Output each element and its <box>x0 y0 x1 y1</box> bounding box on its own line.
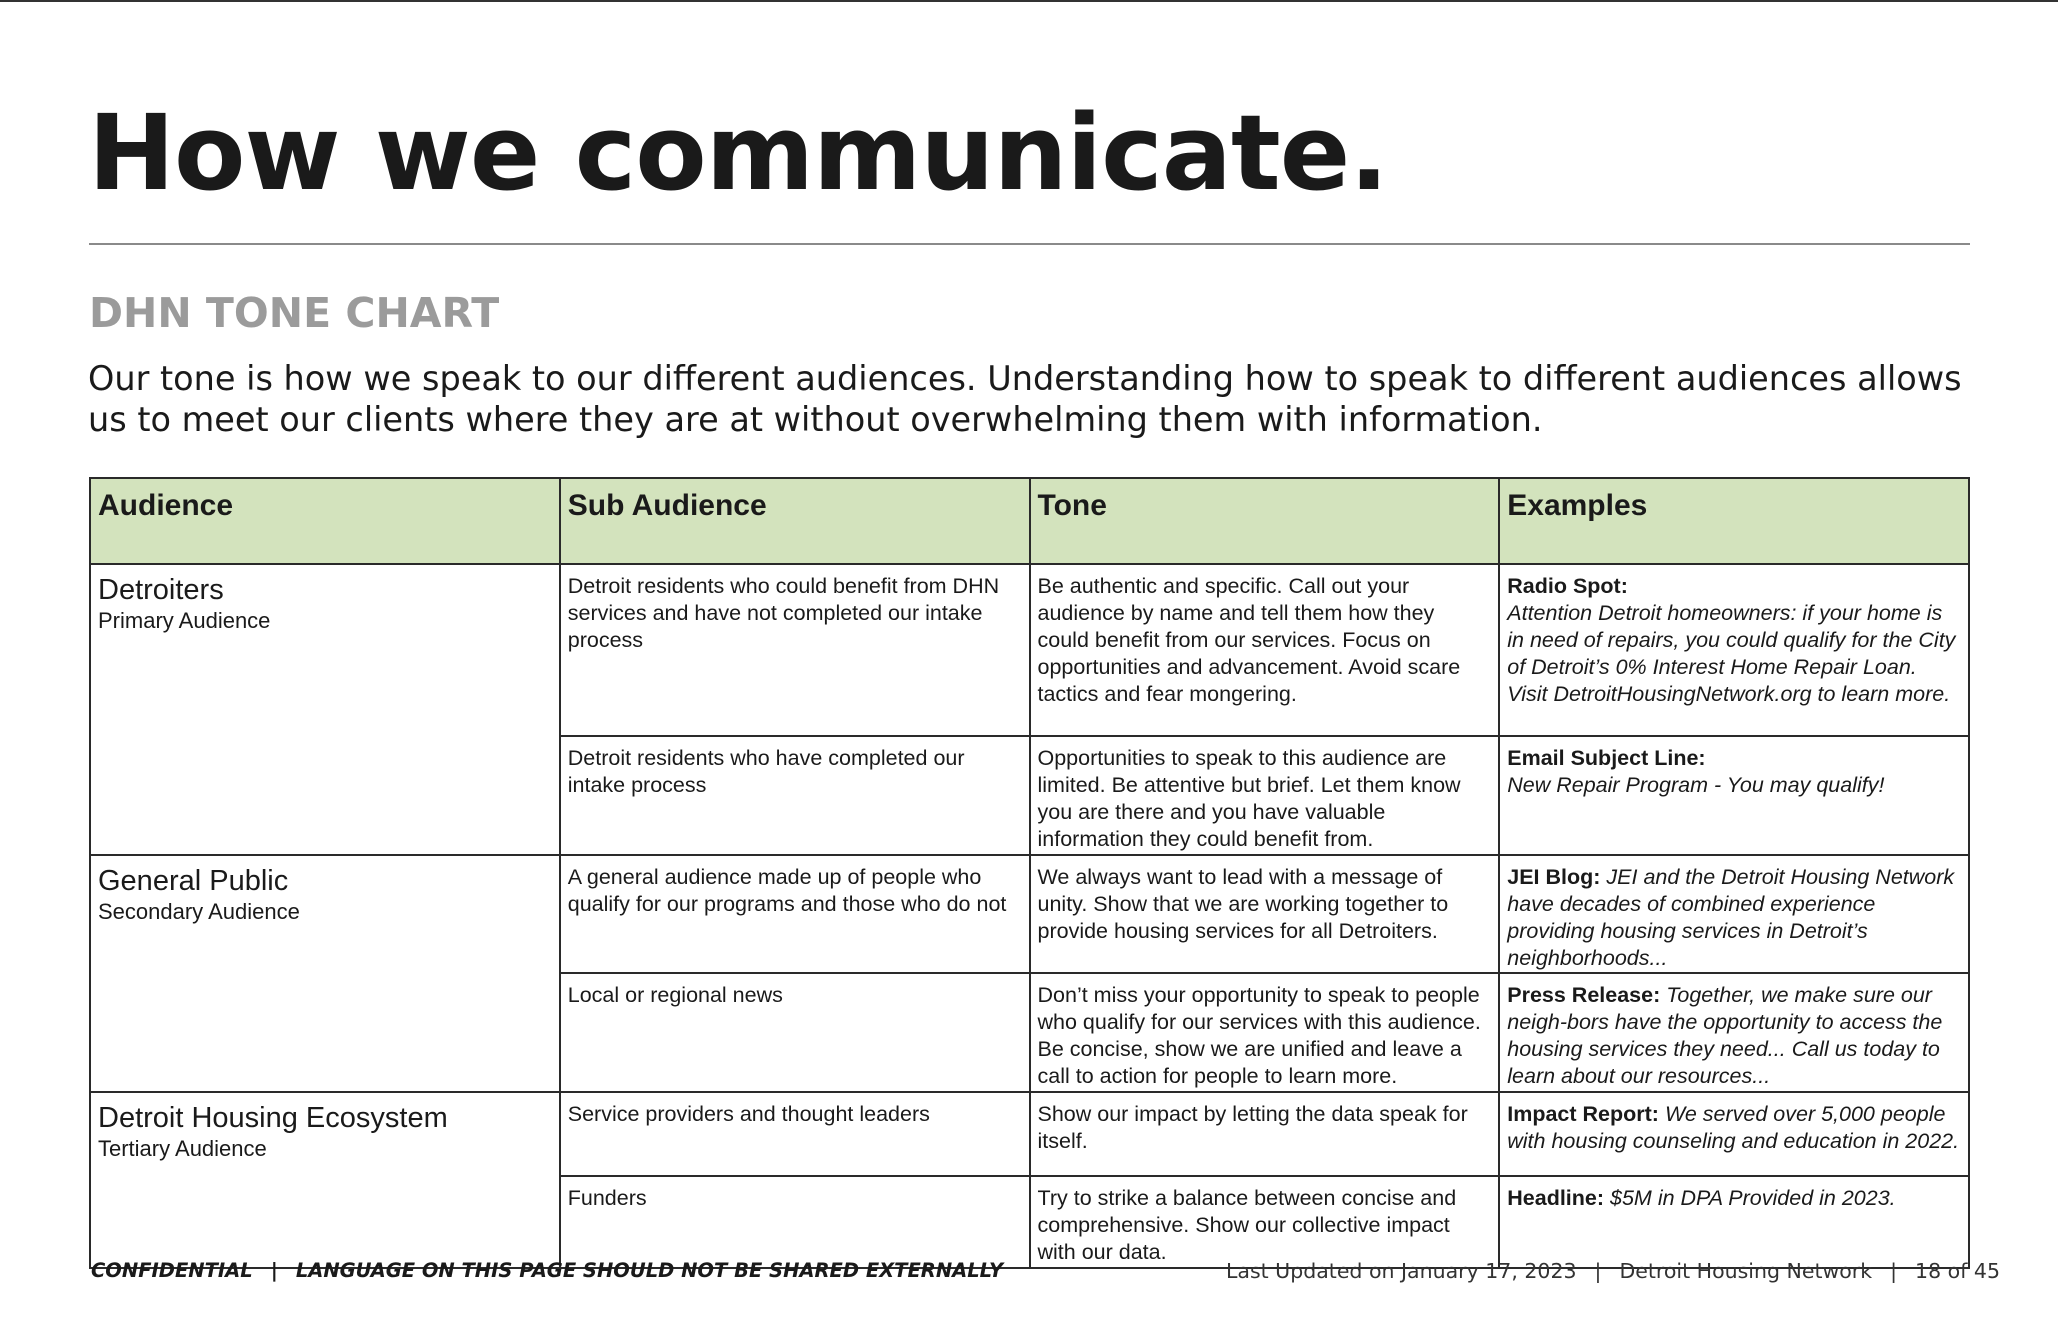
page-number: 18 of 45 <box>1915 1259 2000 1283</box>
section-heading: DHN TONE CHART <box>89 289 500 337</box>
tone-chart-table <box>89 477 1970 1269</box>
audience-level: Secondary Audience <box>98 899 300 924</box>
tone-cell: Try to strike a balance between concise and comprehensive. Show our collective impact with our data. <box>1030 1176 1500 1268</box>
tone-cell: Be authentic and specific. Call out your audience by name and tell them how they could benefit from our services. Focus on opportunities and advancement. Avoid scare tactics and fear mongering. <box>1030 564 1500 736</box>
title-divider <box>89 243 1970 245</box>
footer-separator: | <box>1890 1259 1898 1283</box>
sub-audience-cell: A general audience made up of people who qualify for our programs and those who do not <box>560 855 1030 973</box>
confidential-label: CONFIDENTIAL <box>91 1259 253 1282</box>
tone-cell: Show our impact by letting the data speak for itself. <box>1030 1092 1500 1176</box>
example-text: New Repair Program - You may qualify! <box>1507 773 1885 797</box>
organization-name: Detroit Housing Network <box>1619 1259 1873 1283</box>
example-text: $5M in DPA Provided in 2023. <box>1610 1186 1896 1210</box>
example-label: Radio Spot: <box>1507 574 1628 598</box>
footer-confidential <box>91 1258 1003 1284</box>
tone-cell: We always want to lead with a message of unity. Show that we are working together to provide housing services for all Detroiters. <box>1030 855 1500 973</box>
example-label: Impact Report: <box>1507 1102 1659 1126</box>
audience-name: Detroit Housing Ecosystem <box>98 1102 448 1134</box>
example-cell <box>1499 855 1969 973</box>
example-cell <box>1499 564 1969 736</box>
table-header-row <box>90 478 1969 564</box>
top-border <box>0 0 2058 2</box>
page-title: How we communicate. <box>88 92 1388 214</box>
table-row <box>90 1092 1969 1176</box>
audience-level: Primary Audience <box>98 608 271 633</box>
example-cell <box>1499 1176 1969 1268</box>
tone-cell: Don’t miss your opportunity to speak to people who qualify for our services with this audience. Be concise, show we are unified and leave a call to action for people to learn more. <box>1030 973 1500 1092</box>
sub-audience-cell: Detroit residents who have completed our intake process <box>560 736 1030 855</box>
audience-cell <box>90 1092 560 1268</box>
header-audience: Audience <box>90 478 560 564</box>
footer-separator: | <box>1594 1259 1602 1283</box>
sub-audience-cell: Detroit residents who could benefit from DHN services and have not completed our intake process <box>560 564 1030 736</box>
audience-name: Detroiters <box>98 574 224 606</box>
header-sub-audience: Sub Audience <box>560 478 1030 564</box>
audience-name: General Public <box>98 865 289 897</box>
confidential-notice: LANGUAGE ON THIS PAGE SHOULD NOT BE SHARED EXTERNALLY <box>295 1259 1004 1282</box>
example-text: Together, we make sure our neigh-bors have the opportunity to access the housing services they need... Call us today to learn about our resources... <box>1507 983 1943 1088</box>
example-label: Email Subject Line: <box>1507 746 1706 770</box>
audience-level: Tertiary Audience <box>98 1136 267 1161</box>
example-label: Press Release: <box>1507 983 1661 1007</box>
sub-audience-cell: Funders <box>560 1176 1030 1268</box>
table-row <box>90 564 1969 736</box>
example-text: We served over 5,000 people with housing counseling and education in 2022. <box>1507 1102 1960 1153</box>
example-cell <box>1499 973 1969 1092</box>
header-examples: Examples <box>1499 478 1969 564</box>
table-row <box>90 855 1969 973</box>
example-text: Attention Detroit homeowners: if your home is in need of repairs, you could qualify for the City of Detroit’s 0% Interest Home Repair Loan. Visit DetroitHousingNetwork.org to learn more. <box>1507 601 1956 706</box>
header-tone: Tone <box>1030 478 1500 564</box>
audience-cell <box>90 564 560 855</box>
example-cell <box>1499 1092 1969 1176</box>
example-text: JEI and the Detroit Housing Network have decades of combined experience providing housing services in Detroit’s neighborhoods... <box>1507 865 1955 970</box>
audience-cell <box>90 855 560 1092</box>
footer-meta <box>1226 1258 2000 1284</box>
intro-paragraph: Our tone is how we speak to our different audiences. Understanding how to speak to different audiences allows us to meet our clients where they are at without overwhelming them with information. <box>88 359 1962 439</box>
last-updated: Last Updated on January 17, 2023 <box>1225 1259 1577 1283</box>
sub-audience-cell: Service providers and thought leaders <box>560 1092 1030 1176</box>
example-label: Headline: <box>1507 1186 1605 1210</box>
sub-audience-cell: Local or regional news <box>560 973 1030 1092</box>
example-cell <box>1499 736 1969 855</box>
example-label: JEI Blog: <box>1507 865 1601 889</box>
footer-separator: | <box>270 1259 278 1282</box>
tone-cell: Opportunities to speak to this audience are limited. Be attentive but brief. Let them know you are there and you have valuable information they could benefit from. <box>1030 736 1500 855</box>
